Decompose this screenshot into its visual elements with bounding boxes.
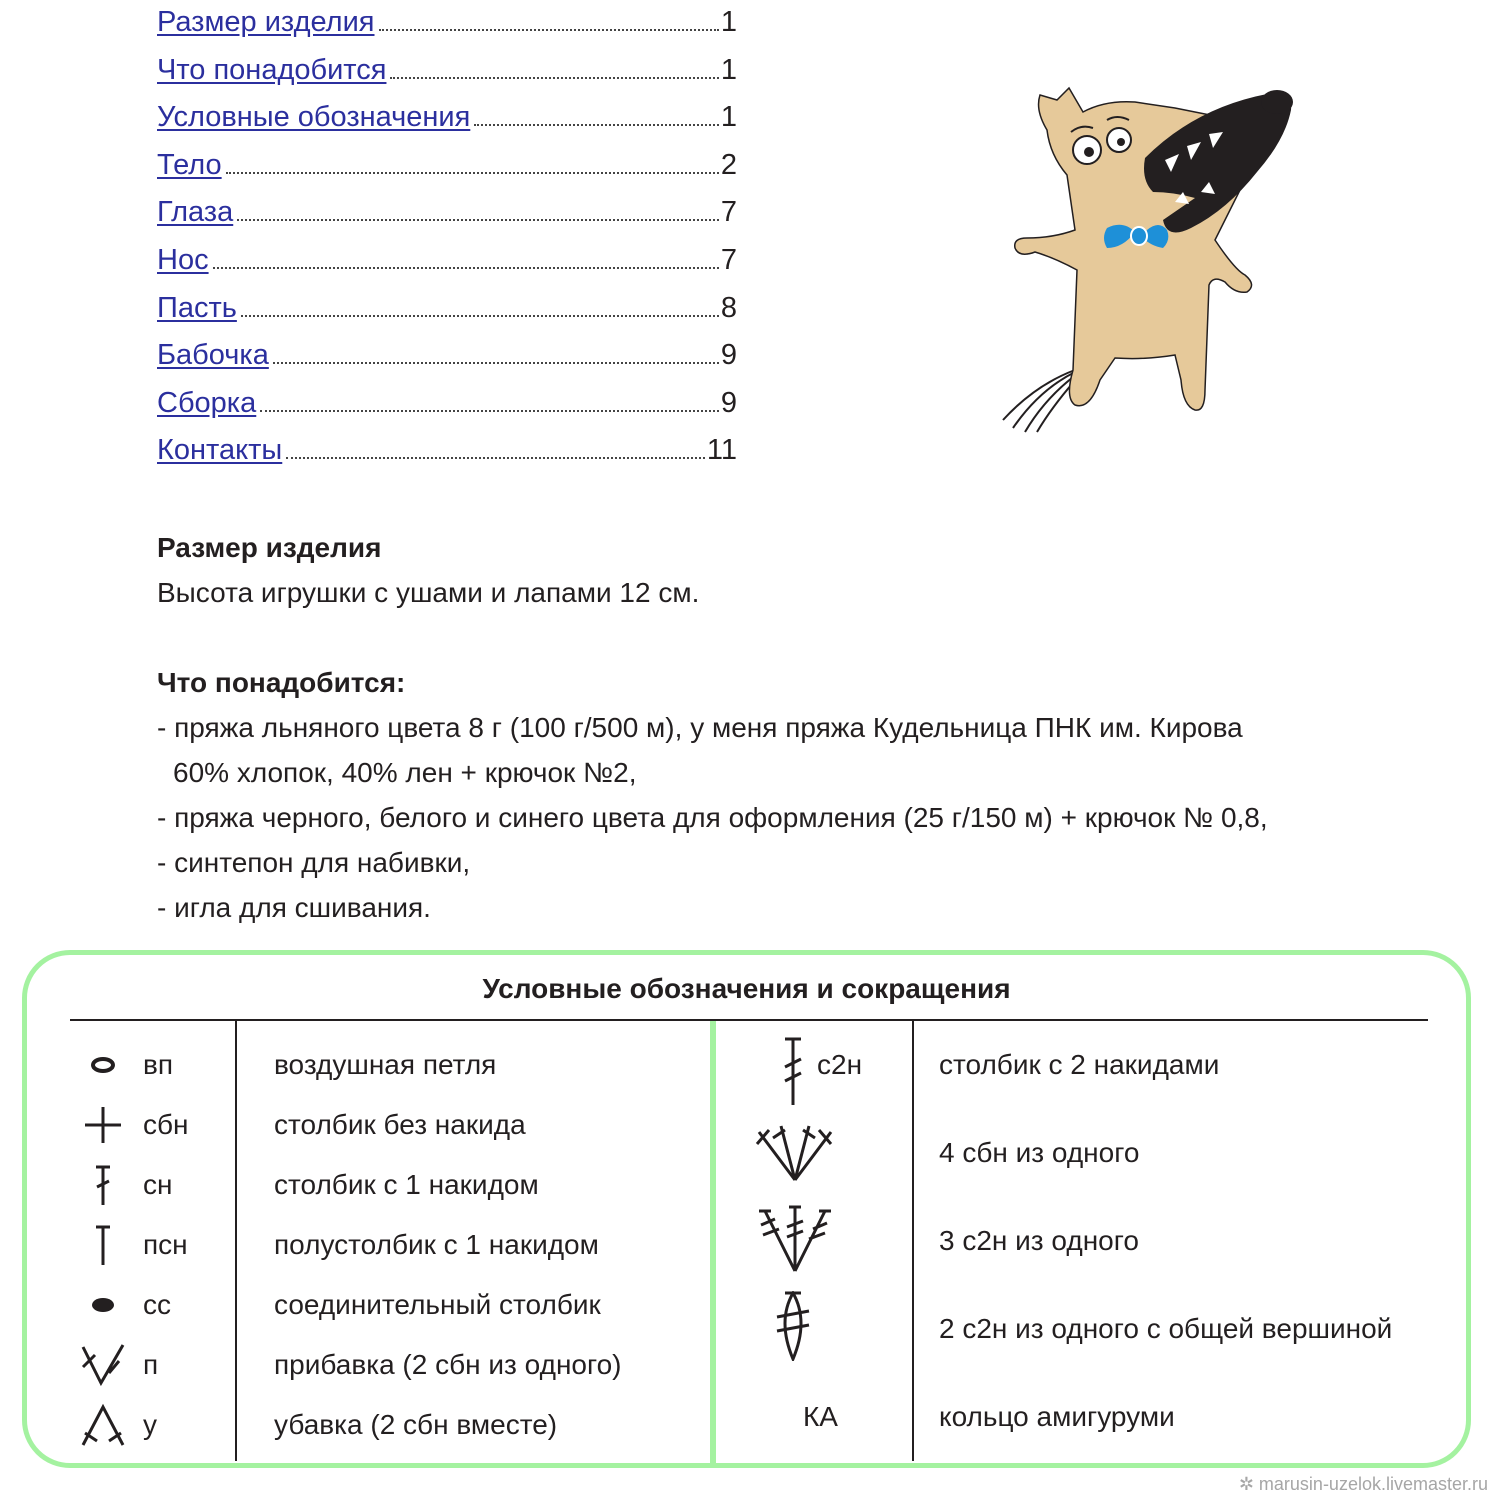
legend-abbr: КА xyxy=(803,1401,838,1432)
toc-link-body[interactable]: Тело xyxy=(157,148,222,181)
watermark-logo-icon: ✲ xyxy=(1238,1474,1259,1494)
toc-row xyxy=(157,244,737,292)
four-sc-fan-icon xyxy=(755,1120,835,1184)
toc-leader-dots xyxy=(390,77,718,79)
dog-nose xyxy=(1261,90,1293,114)
toc-row xyxy=(157,54,737,102)
toc-leader-dots xyxy=(226,172,719,174)
legend-center-divider xyxy=(710,1021,716,1467)
materials-heading: Что понадобится: xyxy=(157,667,406,698)
watermark-text: marusin-uzelok.livemaster.ru xyxy=(1258,1474,1488,1494)
toc-leader-dots xyxy=(273,362,719,364)
toc-page-number: 7 xyxy=(720,196,737,229)
size-heading: Размер изделия xyxy=(157,532,382,563)
toc-link-contacts[interactable]: Контакты xyxy=(157,434,283,467)
toc-page-number: 1 xyxy=(720,101,737,134)
toc-leader-dots xyxy=(237,219,719,221)
table-of-contents xyxy=(157,6,737,482)
toc-page-number: 8 xyxy=(720,291,737,324)
legend-desc: 4 сбн из одного xyxy=(939,1137,1140,1168)
toc-leader-dots xyxy=(474,124,719,126)
toc-link-size[interactable]: Размер изделия xyxy=(157,6,375,38)
legend-abbr: сбн xyxy=(143,1109,189,1140)
three-tr-fan-icon xyxy=(755,1203,835,1273)
size-text: Высота игрушки с ушами и лапами 12 см. xyxy=(157,577,700,608)
chain-stitch-icon xyxy=(73,1037,133,1093)
legend-desc: 2 с2н из одного с общей вершиной xyxy=(939,1313,1393,1344)
toc-row xyxy=(157,149,737,197)
dog-illustration xyxy=(995,80,1300,435)
toc-link-assembly[interactable]: Сборка xyxy=(157,386,257,419)
materials-item: - пряжа льняного цвета 8 г (100 г/500 м), у меня пряжа Кудельница ПНК им. Кирова xyxy=(157,712,1243,743)
materials-section xyxy=(157,660,1268,930)
toc-row xyxy=(157,6,737,54)
toc-page-number: 9 xyxy=(720,386,737,419)
legend-desc: столбик без накида xyxy=(274,1109,526,1140)
legend-abbr: п xyxy=(143,1349,159,1380)
toc-page-number: 11 xyxy=(706,434,737,467)
two-tr-cluster-icon xyxy=(763,1291,823,1361)
decrease-icon xyxy=(73,1397,133,1453)
legend-box xyxy=(22,950,1471,1468)
toc-page-number: 9 xyxy=(720,339,737,372)
toc-page-number: 7 xyxy=(720,243,737,276)
legend-desc: воздушная петля xyxy=(274,1049,497,1080)
toc-link-eyes[interactable]: Глаза xyxy=(157,196,234,229)
increase-icon xyxy=(73,1337,133,1393)
legend-abbr: сн xyxy=(143,1169,173,1200)
treble-crochet-icon xyxy=(763,1037,823,1107)
legend-desc: прибавка (2 сбн из одного) xyxy=(274,1349,622,1380)
legend-desc: убавка (2 сбн вместе) xyxy=(274,1409,558,1440)
legend-desc: столбик с 1 накидом xyxy=(274,1169,539,1200)
toc-row xyxy=(157,101,737,149)
toc-leader-dots xyxy=(379,29,719,31)
toc-link-nose[interactable]: Нос xyxy=(157,243,209,276)
bowtie-icon xyxy=(1104,225,1168,248)
single-crochet-icon xyxy=(73,1097,133,1153)
materials-item: 60% хлопок, 40% лен + крючок №2, xyxy=(173,757,637,788)
slip-stitch-icon xyxy=(73,1277,133,1333)
dog-pupil-left xyxy=(1084,147,1094,157)
legend-desc: столбик с 2 накидами xyxy=(939,1049,1220,1080)
toc-page-number: 1 xyxy=(720,53,737,86)
toc-link-materials[interactable]: Что понадобится xyxy=(157,53,387,86)
toc-row xyxy=(157,196,737,244)
legend-desc: соединительный столбик xyxy=(274,1289,601,1320)
materials-item: - игла для сшивания. xyxy=(157,892,431,923)
legend-divider xyxy=(70,1019,1428,1021)
watermark xyxy=(1239,1474,1488,1495)
toc-leader-dots xyxy=(241,315,719,317)
toc-row xyxy=(157,434,737,482)
size-section xyxy=(157,525,699,615)
legend-abbr: с2н xyxy=(817,1049,863,1080)
legend-desc: кольцо амигуруми xyxy=(939,1401,1175,1432)
toc-page-number: 1 xyxy=(720,6,737,38)
legend-title: Условные обозначения и сокращения xyxy=(482,973,1011,1004)
legend-abbr: псн xyxy=(143,1229,188,1260)
legend-abbr: у xyxy=(143,1409,157,1440)
toc-link-mouth[interactable]: Пасть xyxy=(157,291,237,324)
toc-link-bowtie[interactable]: Бабочка xyxy=(157,339,269,372)
toc-page-number: 2 xyxy=(720,148,737,181)
dog-pupil-right xyxy=(1117,138,1125,146)
legend-desc: полустолбик с 1 накидом xyxy=(274,1229,599,1260)
toc-leader-dots xyxy=(213,267,719,269)
materials-item: - пряжа черного, белого и синего цвета для оформления (25 г/150 м) + крючок № 0,8, xyxy=(157,802,1268,833)
toc-row xyxy=(157,387,737,435)
dog-tail xyxy=(1003,370,1079,432)
legend-desc: 3 с2н из одного xyxy=(939,1225,1139,1256)
toc-row xyxy=(157,339,737,387)
legend-abbr: вп xyxy=(143,1049,174,1080)
toc-row xyxy=(157,292,737,340)
double-crochet-icon xyxy=(73,1157,133,1213)
toc-leader-dots xyxy=(260,410,719,412)
legend-abbr: сс xyxy=(143,1289,171,1320)
materials-item: - синтепон для набивки, xyxy=(157,847,471,878)
toc-leader-dots xyxy=(286,457,705,459)
half-double-crochet-icon xyxy=(73,1217,133,1273)
toc-link-legend[interactable]: Условные обозначения xyxy=(157,101,471,134)
